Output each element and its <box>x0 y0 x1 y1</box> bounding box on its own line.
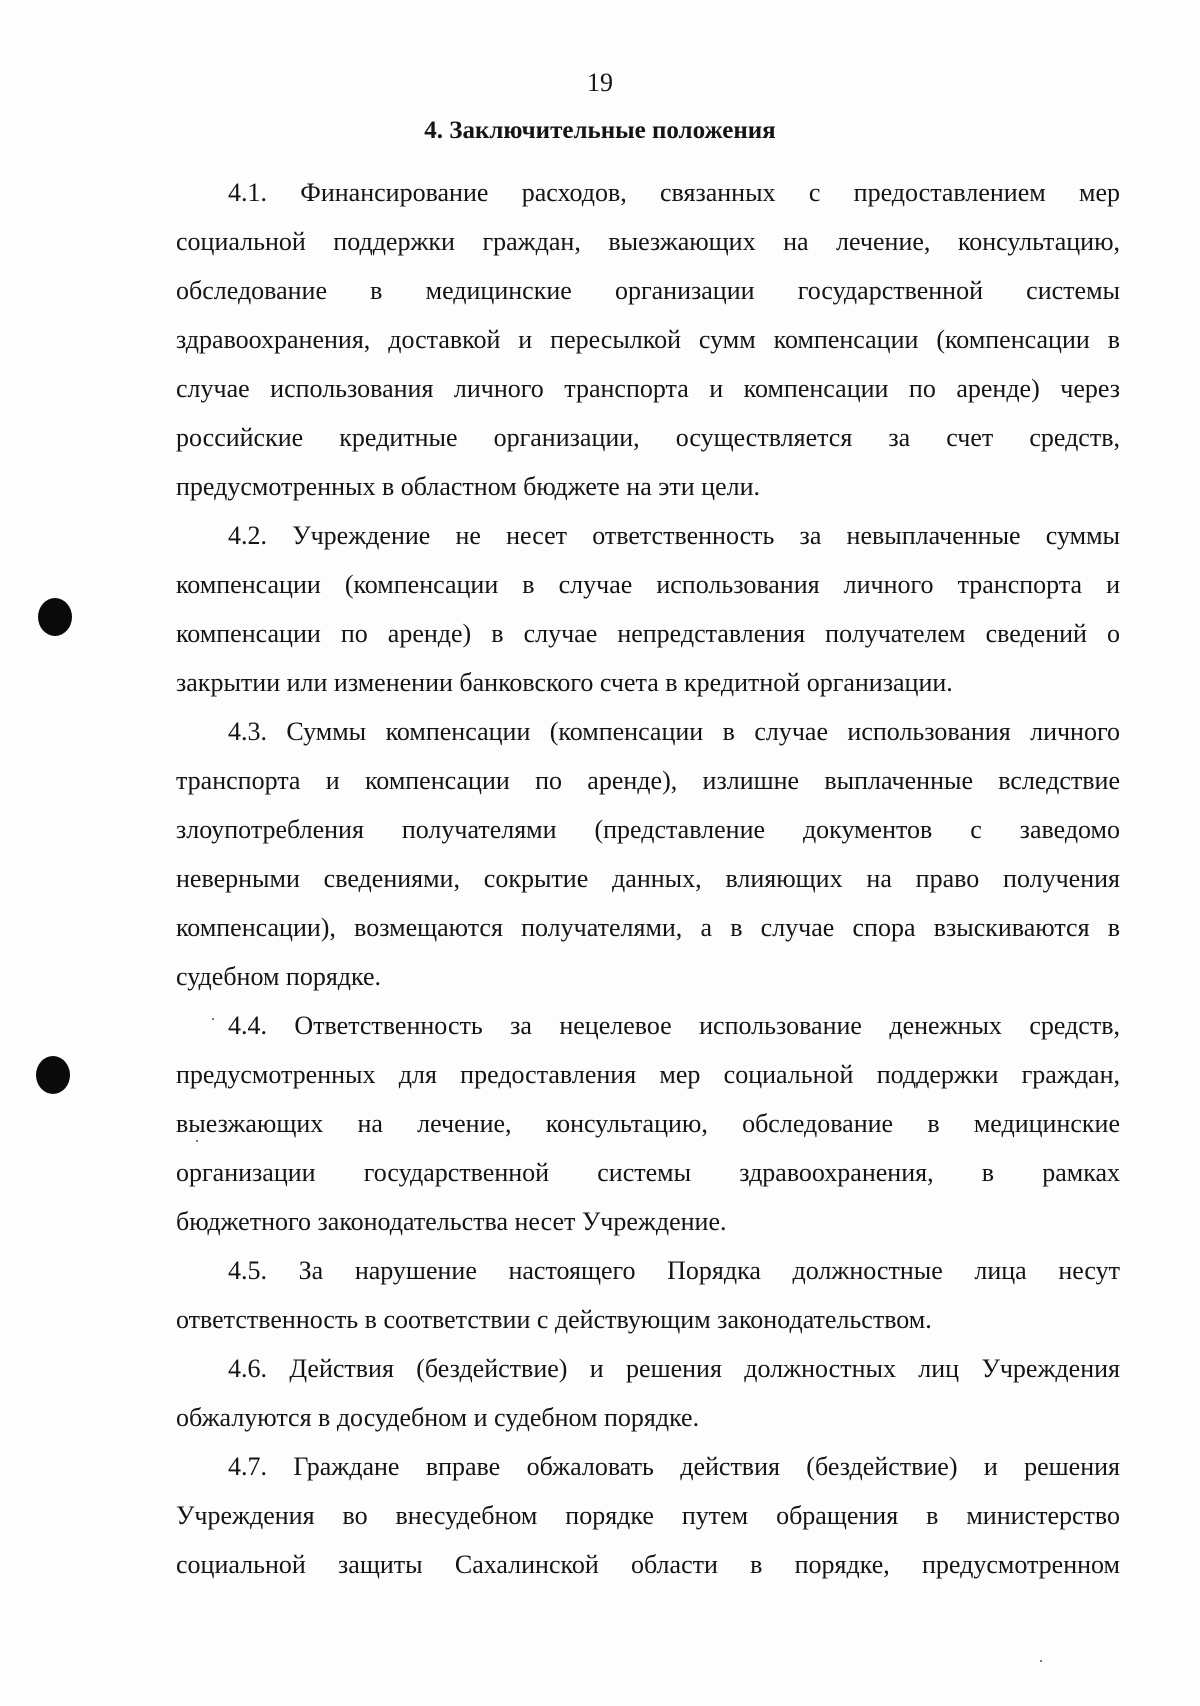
paragraph-4 <box>176 1001 1120 1246</box>
text-line: предусмотренных для предоставления мер социальной поддержки граждан, <box>176 1060 1120 1089</box>
text-line: случае использования личного транспорта и компенсации по аренде) через <box>176 374 1120 403</box>
text-line: неверными сведениями, сокрытие данных, влияющих на право получения <box>176 864 1120 893</box>
text-line: транспорта и компенсации по аренде), излишне выплаченные вследствие <box>176 766 1120 795</box>
text-line: 4.2. Учреждение не несет ответственность за невыплаченные суммы <box>228 521 1120 550</box>
paragraph-5 <box>176 1246 1120 1344</box>
scan-speck <box>196 1140 198 1142</box>
text-line: Учреждения во внесудебном порядке путем обращения в министерство <box>176 1501 1120 1530</box>
text-line: злоупотребления получателями (представление документов с заведомо <box>176 815 1120 844</box>
text-line: компенсации), возмещаются получателями, а в случае спора взыскиваются в <box>176 913 1120 942</box>
text-line: 4.3. Суммы компенсации (компенсации в случае использования личного <box>228 717 1120 746</box>
binder-hole <box>38 598 72 636</box>
text-line: 4.6. Действия (бездействие) и решения должностных лиц Учреждения <box>228 1354 1120 1383</box>
text-line: обжалуются в досудебном и судебном порядке. <box>176 1403 700 1432</box>
scan-speck <box>1040 1660 1042 1662</box>
text-line: 4.5. За нарушение настоящего Порядка должностные лица несут <box>228 1256 1120 1285</box>
binder-hole <box>36 1056 70 1094</box>
text-line: компенсации (компенсации в случае использования личного транспорта и <box>176 570 1120 599</box>
scan-speck <box>212 1018 214 1020</box>
page-number: 19 <box>587 68 613 97</box>
text-line: бюджетного законодательства несет Учреждение. <box>176 1207 727 1236</box>
paragraph-2 <box>176 511 1120 707</box>
text-line: судебном порядке. <box>176 962 382 991</box>
paragraph-3 <box>176 707 1120 1001</box>
text-line: российские кредитные организации, осуществляется за счет средств, <box>176 423 1120 452</box>
text-line: 4.1. Финансирование расходов, связанных с предоставлением мер <box>228 178 1120 207</box>
text-line: 4.7. Граждане вправе обжаловать действия (бездействие) и решения <box>228 1452 1120 1481</box>
text-line: выезжающих на лечение, консультацию, обследование в медицинские <box>176 1109 1120 1138</box>
text-line: организации государственной системы здравоохранения, в рамках <box>176 1158 1120 1187</box>
text-line: здравоохранения, доставкой и пересылкой сумм компенсации (компенсации в <box>176 325 1120 354</box>
text-line: ответственность в соответствии с действующим законодательством. <box>176 1305 932 1334</box>
text-line: компенсации по аренде) в случае непредставления получателем сведений о <box>176 619 1120 648</box>
text-line: предусмотренных в областном бюджете на эти цели. <box>176 472 761 501</box>
text-line: социальной защиты Сахалинской области в порядке, предусмотренном <box>176 1550 1120 1579</box>
text-line: закрытии или изменении банковского счета в кредитной организации. <box>176 668 953 697</box>
text-line: социальной поддержки граждан, выезжающих на лечение, консультацию, <box>176 227 1120 256</box>
paragraph-6 <box>176 1344 1120 1442</box>
text-line: 4.4. Ответственность за нецелевое использование денежных средств, <box>228 1011 1120 1040</box>
text-line: обследование в медицинские организации государственной системы <box>176 276 1120 305</box>
section-title: 4. Заключительные положения <box>424 117 776 144</box>
paragraph-7 <box>176 1442 1120 1589</box>
document-body <box>176 168 1120 1589</box>
paragraph-1 <box>176 168 1120 511</box>
